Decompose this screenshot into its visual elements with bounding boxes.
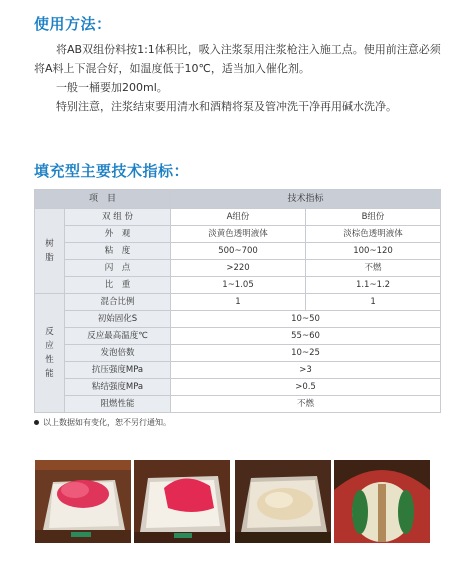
cell-a: 1~1.05 [171,277,306,294]
row-label: 混合比例 [65,294,171,311]
table-row [35,362,441,379]
photo-grouting-3 [235,460,331,543]
cell-value: 10~50 [171,311,441,328]
group-resin: 树 脂 [35,209,65,294]
cell-b: 淡棕色透明液体 [306,226,441,243]
footnote: 以上数据如有变化，恕不另行通知。 [34,417,171,428]
header-index: 技术指标 [171,190,441,209]
table-row [35,277,441,294]
cell-b: 不燃 [306,260,441,277]
photo-grouting-1 [35,460,131,543]
table-row [35,379,441,396]
row-label: 比 重 [65,277,171,294]
cell-b: B组份 [306,209,441,226]
row-label: 发泡倍数 [65,345,171,362]
cell-a: >220 [171,260,306,277]
usage-heading: 使用方法： [34,15,112,33]
row-label: 粘 度 [65,243,171,260]
table-row [35,345,441,362]
cell-a: 500~700 [171,243,306,260]
table-row [35,209,441,226]
spec-header-row [35,190,441,209]
cell-a: 淡黄色透明液体 [171,226,306,243]
usage-paragraph-1: 将AB双组份料按1:1体积比，吸入注浆泵用注浆枪注入施工点。使用前注意必须将A料上下混合好，如温度低于10℃，适当加入催化剂。 [34,43,441,75]
cell-value: >0.5 [171,379,441,396]
bullet-icon [34,420,39,425]
row-label: 阻燃性能 [65,396,171,413]
row-label: 反应最高温度℃ [65,328,171,345]
spec-table [34,189,441,413]
cell-value: 55~60 [171,328,441,345]
cell-value: 10~25 [171,345,441,362]
table-row [35,260,441,277]
row-label: 初始固化S [65,311,171,328]
cell-b: 100~120 [306,243,441,260]
cell-b: 1 [306,294,441,311]
row-label: 闪 点 [65,260,171,277]
table-row [35,226,441,243]
table-row [35,396,441,413]
usage-paragraph-3: 特别注意，注浆结束要用清水和酒精将泵及管冲洗干净再用碱水洗净。 [56,100,397,113]
photo-grouting-4 [334,460,430,543]
cell-b: 1.1~1.2 [306,277,441,294]
row-label: 粘结强度MPa [65,379,171,396]
table-row [35,311,441,328]
table-row [35,328,441,345]
header-item: 项 目 [35,190,171,209]
table-row [35,243,441,260]
row-label: 抗压强度MPa [65,362,171,379]
row-label: 双 组 份 [65,209,171,226]
group-reaction: 反 应 性 能 [35,294,65,413]
photo-grouting-2 [134,460,230,543]
cell-value: 不燃 [171,396,441,413]
specs-heading: 填充型主要技术指标： [34,162,190,180]
cell-value: >3 [171,362,441,379]
usage-paragraph-2: 一般一桶要加200ml。 [56,81,168,94]
cell-a: A组份 [171,209,306,226]
table-row [35,294,441,311]
cell-a: 1 [171,294,306,311]
row-label: 外 观 [65,226,171,243]
